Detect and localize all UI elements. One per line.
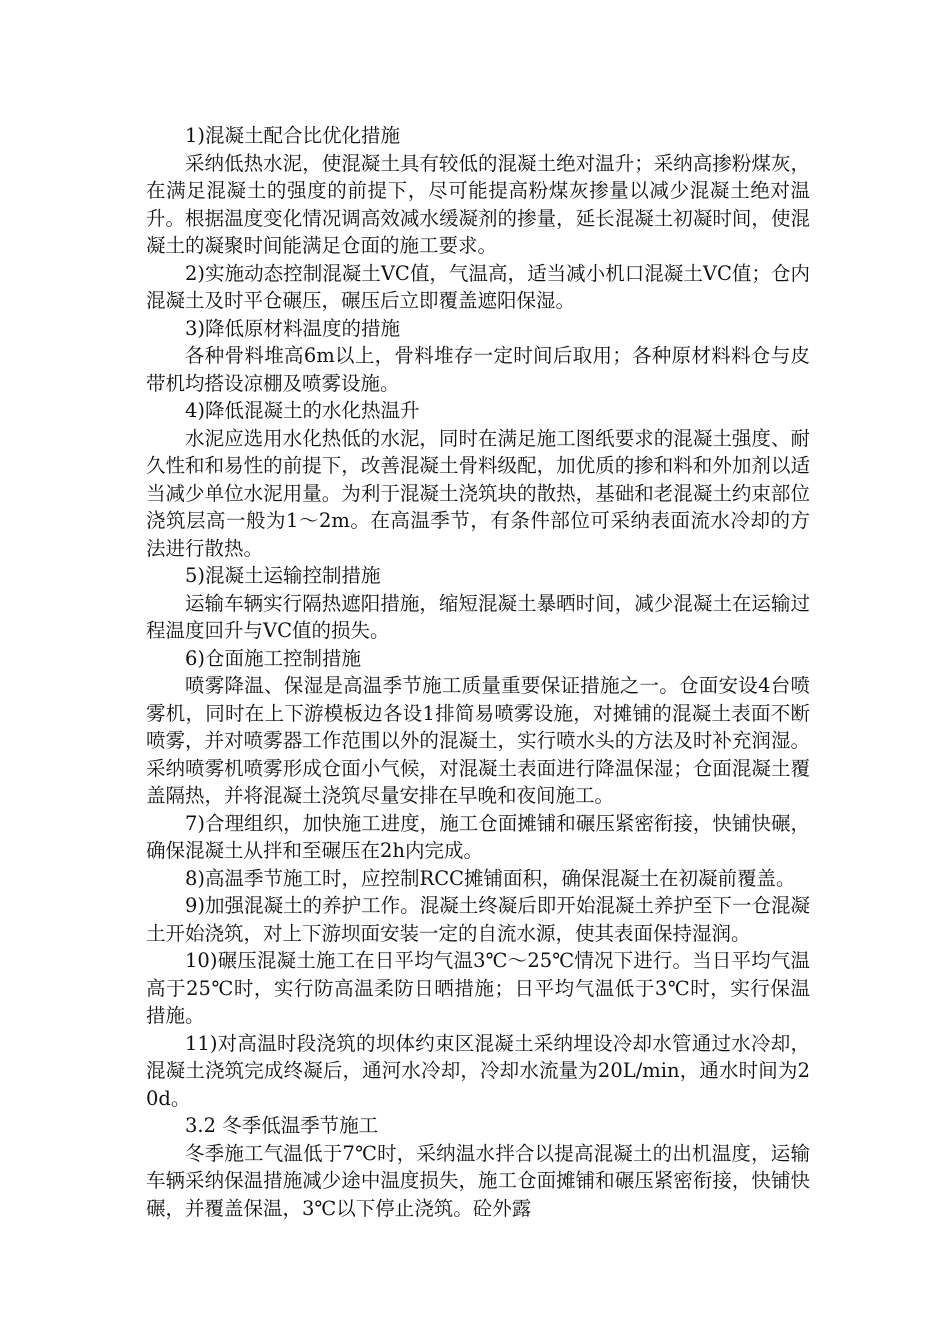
heading-hydration-heat: 4)降低混凝土的水化热温升 (185, 399, 420, 422)
paragraph-organization: 7)合理组织，加快施工进度，施工仓面摊铺和碾压紧密衔接，快铺快碾，确保混凝土从拌和至碾压在2h内完成。 (146, 811, 810, 862)
heading-winter-construction: 3.2 冬季低温季节施工 (185, 1114, 379, 1137)
paragraph-cooling-pipes: 11)对高温时段浇筑的坝体约束区混凝土采纳埋设冷却水管通过水冷却，混凝土浇筑完成终凝后，通河水冷却，冷却水流量为20L/min，通水时间为20d。 (146, 1031, 810, 1110)
heading-transport-control: 5)混凝土运输控制措施 (185, 564, 381, 587)
paragraph-curing: 9)加强混凝土的养护工作。混凝土终凝后即开始混凝土养护至下一仓混凝土开始浇筑，对上下游坝面安装一定的自流水源，使其表面保持湿润。 (146, 894, 810, 945)
paragraph-winter-measures: 冬季施工气温低于7℃时，采纳温水拌合以提高混凝土的出机温度，运输车辆采纳保温措施减少途中温度损失，施工仓面摊铺和碾压紧密衔接，快铺快碾，并覆盖保温，3℃以下停止浇筑。砼外露 (146, 1141, 810, 1220)
heading-surface-construction: 6)仓面施工控制措施 (185, 646, 362, 670)
heading-mix-optimization: 1)混凝土配合比优化措施 (185, 124, 401, 147)
paragraph-transport-shading: 运输车辆实行隔热遮阳措施，缩短混凝土暴晒时间，减少混凝土在运输过程温度回升与VC值的损失。 (146, 591, 810, 642)
paragraph-low-heat-cement: 采纳低热水泥，使混凝土具有较低的混凝土绝对温升；采纳高掺粉煤灰，在满足混凝土的强度的前提下，尽可能提高粉煤灰掺量以减少混凝土绝对温升。根据温度变化情况调高效减水缓凝剂的掺量，延长混凝土初凝时间，使混凝土的凝聚时间能满足仓面的施工要求。 (146, 151, 810, 257)
paragraph-spray-cooling: 喷雾降温、保湿是高温季节施工质量重要保证措施之一。仓面安设4台喷雾机，同时在上下游模板边各设1排简易喷雾设施，对摊铺的混凝土表面不断喷雾，并对喷雾器工作范围以外的混凝土，实行喷水头的方法及时补充润湿。采纳喷雾机喷雾形成仓面小气候，对混凝土表面进行降温保湿；仓面混凝土覆盖隔热，并将混凝土浇筑尽量安排在早晚和夜间施工。 (146, 674, 810, 807)
heading-raw-material-temperature: 3)降低原材料温度的措施 (185, 316, 401, 340)
paragraph-vc-control: 2)实施动态控制混凝土VC值，气温高，适当减小机口混凝土VC值；仓内混凝土及时平仓碾压，碾压后立即覆盖遮阳保湿。 (146, 261, 810, 312)
paragraph-cement-selection: 水泥应选用水化热低的水泥，同时在满足施工图纸要求的混凝土强度、耐久性和和易性的前提下，改善混凝土骨料级配，加优质的掺和料和外加剂以适当减少单位水泥用量。为利于混凝土浇筑块的散热，基础和老混凝土约束部位浇筑层高一般为1～2m。在高温季节，有条件部位可采纳表面流水冷却的方法进行散热。 (146, 426, 810, 560)
paragraph-temperature-range: 10)碾压混凝土施工在日平均气温3℃～25℃情况下进行。当日平均气温高于25℃时，实行防高温柔防日晒措施；日平均气温低于3℃时，实行保温措施。 (146, 949, 810, 1027)
paragraph-rcc-area: 8)高温季节施工时，应控制RCC摊铺面积，确保混凝土在初凝前覆盖。 (185, 866, 796, 890)
paragraph-aggregate-storage: 各种骨料堆高6m以上，骨料堆存一定时间后取用；各种原材料料仓与皮带机均搭设凉棚及喷雾设施。 (146, 344, 810, 395)
document-body (146, 122, 810, 1222)
